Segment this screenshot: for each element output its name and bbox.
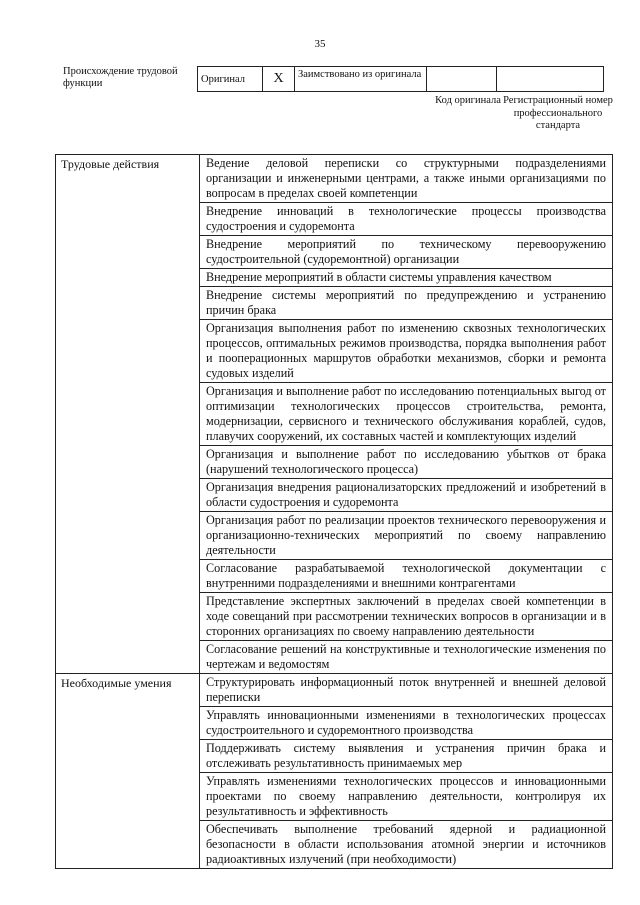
code-cell	[427, 67, 497, 92]
labor-actions-item: Организация внедрения рационализаторских предложений и изобретений в области судостроения и судоремонта	[200, 479, 613, 512]
labor-actions-item: Внедрение мероприятий по техническому перевооружению судостроительной (судоремонтной) организации	[200, 236, 613, 269]
labor-actions-item: Внедрение мероприятий в области системы управления качеством	[200, 269, 613, 287]
origin-label: Происхождение трудовой функции	[63, 66, 178, 89]
original-label: Оригинал	[198, 67, 263, 92]
reg-number-label: Регистрационный номер профессионального стандарта	[503, 95, 613, 131]
labor-actions-item: Внедрение инноваций в технологические процессы производства судостроения и судоремонта	[200, 203, 613, 236]
reg-number-cell	[497, 67, 604, 92]
labor-actions-item: Представление экспертных заключений в пределах своей компетенции в ходе совещаний при рассмотрении технических вопросов в организации и в сторонних организациях по своему направлению деятельности	[200, 593, 613, 641]
functions-table	[55, 154, 613, 869]
labor-actions-item: Организация и выполнение работ по исследованию убытков от брака (нарушений технологического процесса)	[200, 446, 613, 479]
labor-actions-label: Трудовые действия	[56, 155, 200, 674]
required-skills-item: Поддерживать систему выявления и устранения причин брака и отслеживать результативность принимаемых мер	[200, 740, 613, 773]
borrowed-label: Заимствовано из оригинала	[295, 67, 427, 92]
labor-actions-item: Организация и выполнение работ по исследованию потенциальных выгод от оптимизации технологических процессов строительства, ремонта, модернизации, сервисного и технического обслуживания кораблей, судов, плавучих сооружений, их составных частей и комплектующих изделий	[200, 383, 613, 446]
required-skills-item: Структурировать информационный поток внутренней и внешней деловой переписки	[200, 674, 613, 707]
origin-table	[197, 66, 604, 92]
labor-actions-item: Ведение деловой переписки со структурными подразделениями организации и инженерными центрами, а также иными организациями по вопросам в пределах своей компетенции	[200, 155, 613, 203]
required-skills-item: Управлять инновационными изменениями в технологических процессах судостроительного и судоремонтного производства	[200, 707, 613, 740]
code-label: Код оригинала	[435, 95, 501, 106]
required-skills-label: Необходимые умения	[56, 674, 200, 869]
required-skills-item: Обеспечивать выполнение требований ядерной и радиационной безопасности в области использования атомной энергии и источников радиоактивных излучений (при необходимости)	[200, 821, 613, 869]
labor-actions-item: Внедрение системы мероприятий по предупреждению и устранению причин брака	[200, 287, 613, 320]
labor-actions-item: Организация работ по реализации проектов технического перевооружения и организационно-технических мероприятий по своему направлению деятельности	[200, 512, 613, 560]
labor-actions-item: Организация выполнения работ по изменению сквозных технологических процессов, оптимальных режимов производства, порядка выполнения работ и пооперационных маршрутов обработки механизмов, сборки и ремонта судовых изделий	[200, 320, 613, 383]
labor-actions-item: Согласование решений на конструктивные и технологические изменения по чертежам и ведомостям	[200, 641, 613, 674]
table-row	[56, 155, 613, 203]
required-skills-item: Управлять изменениями технологических процессов и инновационными проектами по своему направлению деятельности, контролируя их результативность и эффективность	[200, 773, 613, 821]
table-row	[56, 674, 613, 707]
labor-actions-item: Согласование разрабатываемой технологической документации с внутренними подразделениями и внешними контрагентами	[200, 560, 613, 593]
original-mark: X	[263, 67, 295, 92]
page-number: 35	[314, 38, 326, 50]
